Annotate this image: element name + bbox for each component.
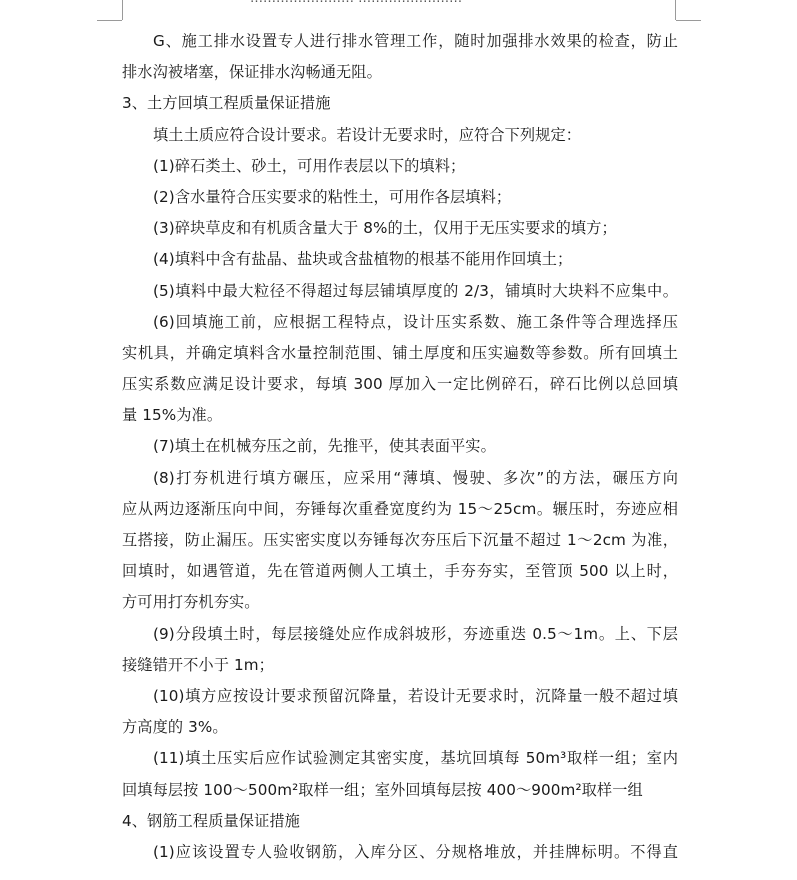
text-line: (6)回填施工前，应根据工程特点，设计压实系数、施工条件等合理选择压: [153, 312, 678, 331]
text-line: (1)应该设置专人验收钢筋，入库分区、分规格堆放，并挂牌标明。不得直: [153, 842, 678, 861]
page-corner-mark-right-horizontal: [676, 20, 701, 21]
text-line: (4)填料中含有盐晶、盐块或含盐植物的根基不能用作回填土；: [153, 250, 573, 269]
text-line: (1)碎石类土、砂土，可用作表层以下的填料；: [153, 156, 466, 175]
text-line: (3)碎块草皮和有机质含量大于 8%的土，仅用于无压实要求的填方；: [153, 219, 617, 238]
text-line: (10)填方应按设计要求预留沉降量，若设计无要求时，沉降量一般不超过填: [153, 686, 678, 705]
text-line: 方可用打夯机夯实。: [122, 593, 260, 612]
text-line: (7)填土在机械夯压之前，先推平，使其表面平实。: [153, 437, 496, 456]
text-line: 应从两边逐渐压向中间，夯锤每次重叠宽度约为 15～25cm。辗压时，夯迹应相: [122, 499, 678, 518]
page-corner-mark-right: [675, 0, 676, 20]
text-line: 方高度的 3%。: [122, 718, 228, 737]
document-body: [122, 26, 678, 868]
text-line: (2)含水量符合压实要求的粘性土，可用作各层填料；: [153, 187, 512, 206]
page-header-text: [250, 0, 550, 5]
text-line: G、施工排水设置专人进行排水管理工作，随时加强排水效果的检查，防止: [153, 32, 678, 50]
text-line: 回填每层按 100～500m²取样一组；室外回填每层按 400～900m²取样一组: [122, 780, 643, 799]
text-line: (8)打夯机进行填方碾压，应采用“薄填、慢驶、多次”的方法，碾压方向: [153, 468, 678, 487]
text-line: (9)分段填土时，每层接缝处应作成斜坡形，夯迹重迭 0.5～1m。上、下层: [153, 624, 678, 643]
text-line: 排水沟被堵塞，保证排水沟畅通无阻。: [122, 63, 382, 82]
text-line: 量 15%为准。: [122, 406, 223, 425]
text-line: 压实系数应满足设计要求，每填 300 厚加入一定比例碎石，碎石比例以总回填: [122, 375, 678, 394]
text-line: 接缝错开不小于 1m；: [122, 655, 274, 674]
page-corner-mark-left: [122, 0, 123, 20]
text-line: 实机具，并确定填料含水量控制范围、铺土厚度和压实遍数等参数。所有回填土: [122, 343, 678, 362]
text-line: 互搭接，防止漏压。压实密实度以夯锤每次夯压后下沉量不超过 1～2cm 为准，: [122, 531, 678, 549]
text-line: (11)填土压实后应作试验测定其密实度，基坑回填每 50m³取样一组；室内: [153, 749, 678, 768]
text-line: 回填时，如遇管道，先在管道两侧人工填土，手夯夯实，至管顶 500 以上时，: [122, 562, 678, 581]
text-line: 3、土方回填工程质量保证措施: [122, 94, 331, 113]
text-line: 4、钢筋工程质量保证措施: [122, 811, 300, 830]
text-line: 填土土质应符合设计要求。若设计无要求时，应符合下列规定：: [153, 125, 582, 144]
page-corner-mark-left-horizontal: [97, 20, 122, 21]
text-line: (5)填料中最大粒径不得超过每层铺填厚度的 2/3，铺填时大块料不应集中。: [153, 281, 678, 300]
